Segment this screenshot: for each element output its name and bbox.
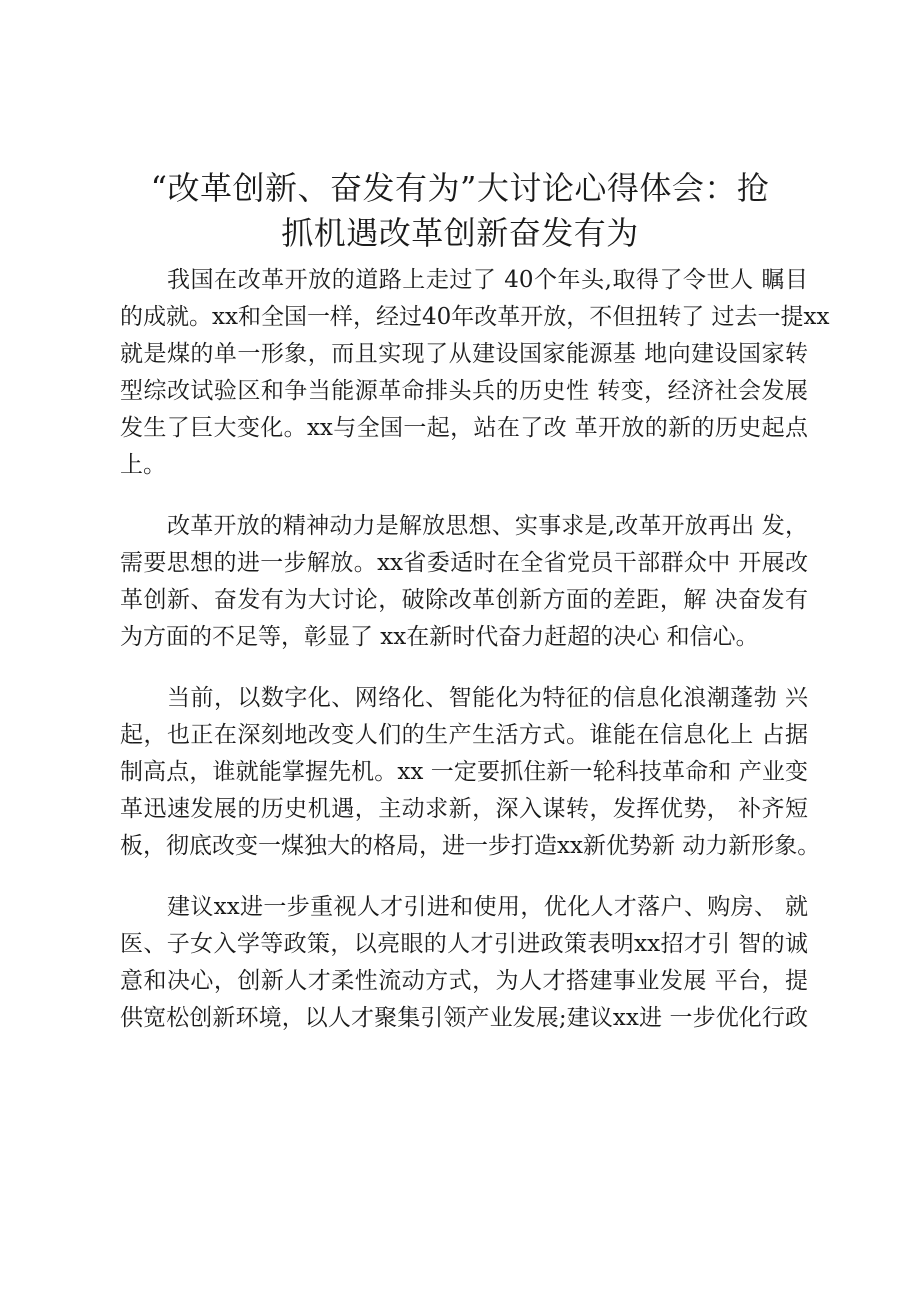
paragraph-line: 制高点，谁就能掌握先机。xx 一定要抓住新一轮科技革命和 产业变	[120, 759, 808, 785]
paragraph-line: 意和决心，创新人才柔性流动方式，为人才搭建事业发展 平台，提	[120, 968, 808, 994]
paragraph-line: 改革开放的精神动力是解放思想、实事求是,改革开放再出 发，	[167, 513, 808, 539]
paragraph-1	[120, 262, 830, 484]
paragraph-line: 上。	[120, 452, 166, 478]
paragraph-line: 的成就。xx和全国一样，经过40年改革开放，不但扭转了 过去一提xx	[120, 304, 830, 330]
paragraph-line: 医、子女入学等政策，以亮眼的人才引进政策表明xx招才引 智的诚	[120, 931, 808, 957]
title-line: “改革创新、奋发有为”大讨论心得体会：抢	[150, 169, 770, 207]
document-title	[100, 166, 820, 256]
paragraph-line: 板，彻底改变一煤独大的格局，进一步打造xx新优势新 动力新形象。	[120, 833, 821, 859]
title-line: 抓机遇改革创新奋发有为	[281, 214, 639, 252]
paragraph-line: 就是煤的单一形象，而且实现了从建设国家能源基 地向建设国家转	[120, 341, 808, 367]
paragraph-line: 型综改试验区和争当能源革命排头兵的历史性 转变，经济社会发展	[120, 378, 808, 404]
paragraph-line: 供宽松创新环境，以人才聚集引领产业发展;建议xx进 一步优化行政	[120, 1005, 808, 1031]
paragraph-3	[120, 680, 820, 865]
paragraph-line: 需要思想的进一步解放。xx省委适时在全省党员干部群众中 开展改	[120, 550, 808, 576]
paragraph-line: 为方面的不足等，彰显了 xx在新时代奋力赶超的决心 和信心。	[120, 624, 759, 650]
document-body	[120, 262, 830, 1037]
paragraph-2	[120, 508, 820, 656]
paragraph-4	[120, 889, 820, 1037]
paragraph-line: 发生了巨大变化。xx与全国一起，站在了改 革开放的新的历史起点	[120, 415, 808, 441]
paragraph-line: 当前，以数字化、网络化、智能化为特征的信息化浪潮蓬勃 兴	[167, 685, 808, 711]
paragraph-line: 革创新、奋发有为大讨论，破除改革创新方面的差距，解 决奋发有	[120, 587, 808, 613]
paragraph-line: 革迅速发展的历史机遇，主动求新，深入谋转，发挥优势， 补齐短	[120, 796, 808, 822]
paragraph-line: 起，也正在深刻地改变人们的生产生活方式。谁能在信息化上 占据	[120, 722, 808, 748]
paragraph-line: 我国在改革开放的道路上走过了 40个年头,取得了令世人 瞩目	[167, 267, 808, 293]
paragraph-line: 建议xx进一步重视人才引进和使用，优化人才落户、购房、 就	[167, 894, 808, 920]
